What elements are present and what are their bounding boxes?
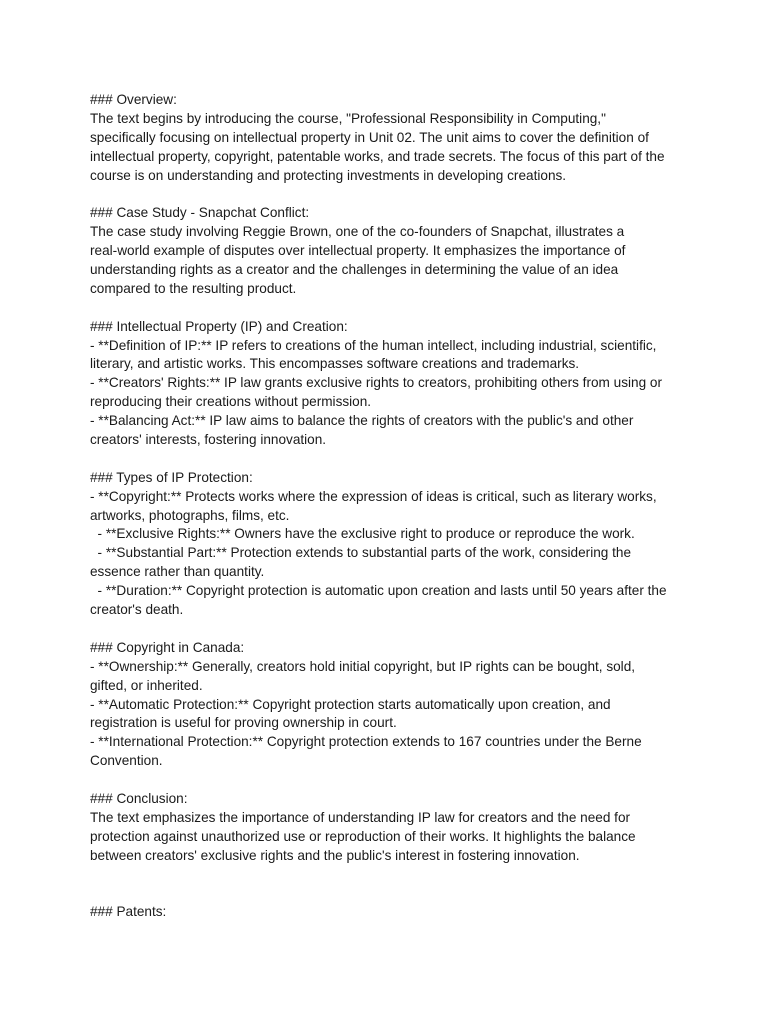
paragraph-line: intellectual property, copyright, patentable works, and trade secrets. The focus of this part of the bbox=[90, 148, 665, 164]
spacer bbox=[90, 450, 690, 469]
list-line: literary, and artistic works. This encompasses software creations and trademarks. bbox=[90, 356, 580, 372]
list-line: - **Substantial Part:** Protection extends to substantial parts of the work, considering the bbox=[90, 545, 632, 561]
section-case-study bbox=[90, 204, 690, 298]
spacer bbox=[90, 299, 690, 318]
list-line: Convention. bbox=[90, 753, 163, 769]
section-patents bbox=[90, 903, 690, 922]
document-page bbox=[90, 91, 690, 922]
section-copyright-canada bbox=[90, 639, 690, 771]
paragraph-line: The text begins by introducing the course, "Professional Responsibility in Computing," bbox=[90, 110, 606, 126]
paragraph-line: specifically focusing on intellectual property in Unit 02. The unit aims to cover the definition of bbox=[90, 129, 649, 145]
paragraph-line: The text emphasizes the importance of understanding IP law for creators and the need for bbox=[90, 809, 631, 825]
list-line: essence rather than quantity. bbox=[90, 564, 265, 580]
section-heading: ### Intellectual Property (IP) and Creation: bbox=[90, 318, 348, 334]
section-heading: ### Overview: bbox=[90, 92, 177, 107]
paragraph-line: compared to the resulting product. bbox=[90, 280, 297, 296]
list-line: artworks, photographs, films, etc. bbox=[90, 507, 290, 523]
paragraph-line: real-world example of disputes over intellectual property. It emphasizes the importance of bbox=[90, 243, 626, 259]
list-line: - **Automatic Protection:** Copyright protection starts automatically upon creation, and bbox=[90, 696, 611, 712]
list-line: - **Creators' Rights:** IP law grants exclusive rights to creators, prohibiting others from using or bbox=[90, 375, 663, 391]
spacer bbox=[90, 771, 690, 790]
list-line: creator's death. bbox=[90, 602, 184, 618]
paragraph-line: protection against unauthorized use or reproduction of their works. It highlights the balance bbox=[90, 828, 636, 844]
list-line: - **Copyright:** Protects works where the expression of ideas is critical, such as literary works, bbox=[90, 488, 657, 504]
list-line: gifted, or inherited. bbox=[90, 677, 203, 693]
section-heading: ### Types of IP Protection: bbox=[90, 469, 253, 485]
spacer bbox=[90, 866, 690, 904]
list-line: - **Balancing Act:** IP law aims to balance the rights of creators with the public's and other bbox=[90, 413, 634, 429]
list-line: - **Definition of IP:** IP refers to creations of the human intellect, including industrial, scientific, bbox=[90, 337, 657, 353]
paragraph-line: understanding rights as a creator and the challenges in determining the value of an idea bbox=[90, 262, 619, 278]
list-line: - **Exclusive Rights:** Owners have the exclusive right to produce or reproduce the work. bbox=[90, 526, 635, 542]
list-line: - **Duration:** Copyright protection is automatic upon creation and lasts until 50 years after the bbox=[90, 583, 667, 599]
section-heading: ### Case Study - Snapchat Conflict: bbox=[90, 205, 310, 221]
section-ip-types bbox=[90, 469, 690, 620]
section-overview bbox=[90, 91, 690, 185]
list-line: reproducing their creations without permission. bbox=[90, 394, 372, 410]
section-ip-creation bbox=[90, 318, 690, 450]
list-line: - **Ownership:** Generally, creators hold initial copyright, but IP rights can be bought, sold, bbox=[90, 658, 636, 674]
paragraph-line: course is on understanding and protecting investments in developing creations. bbox=[90, 167, 567, 183]
section-heading: ### Patents: bbox=[90, 904, 167, 920]
list-line: - **International Protection:** Copyright protection extends to 167 countries under the Berne bbox=[90, 734, 642, 750]
spacer bbox=[90, 620, 690, 639]
paragraph-line: between creators' exclusive rights and the public's interest in fostering innovation. bbox=[90, 847, 580, 863]
section-heading: ### Copyright in Canada: bbox=[90, 639, 245, 655]
spacer bbox=[90, 185, 690, 204]
list-line: registration is useful for proving ownership in court. bbox=[90, 715, 397, 731]
section-heading: ### Conclusion: bbox=[90, 790, 188, 806]
section-conclusion bbox=[90, 790, 690, 866]
list-line: creators' interests, fostering innovation. bbox=[90, 432, 327, 448]
paragraph-line: The case study involving Reggie Brown, one of the co-founders of Snapchat, illustrates a bbox=[90, 224, 625, 240]
